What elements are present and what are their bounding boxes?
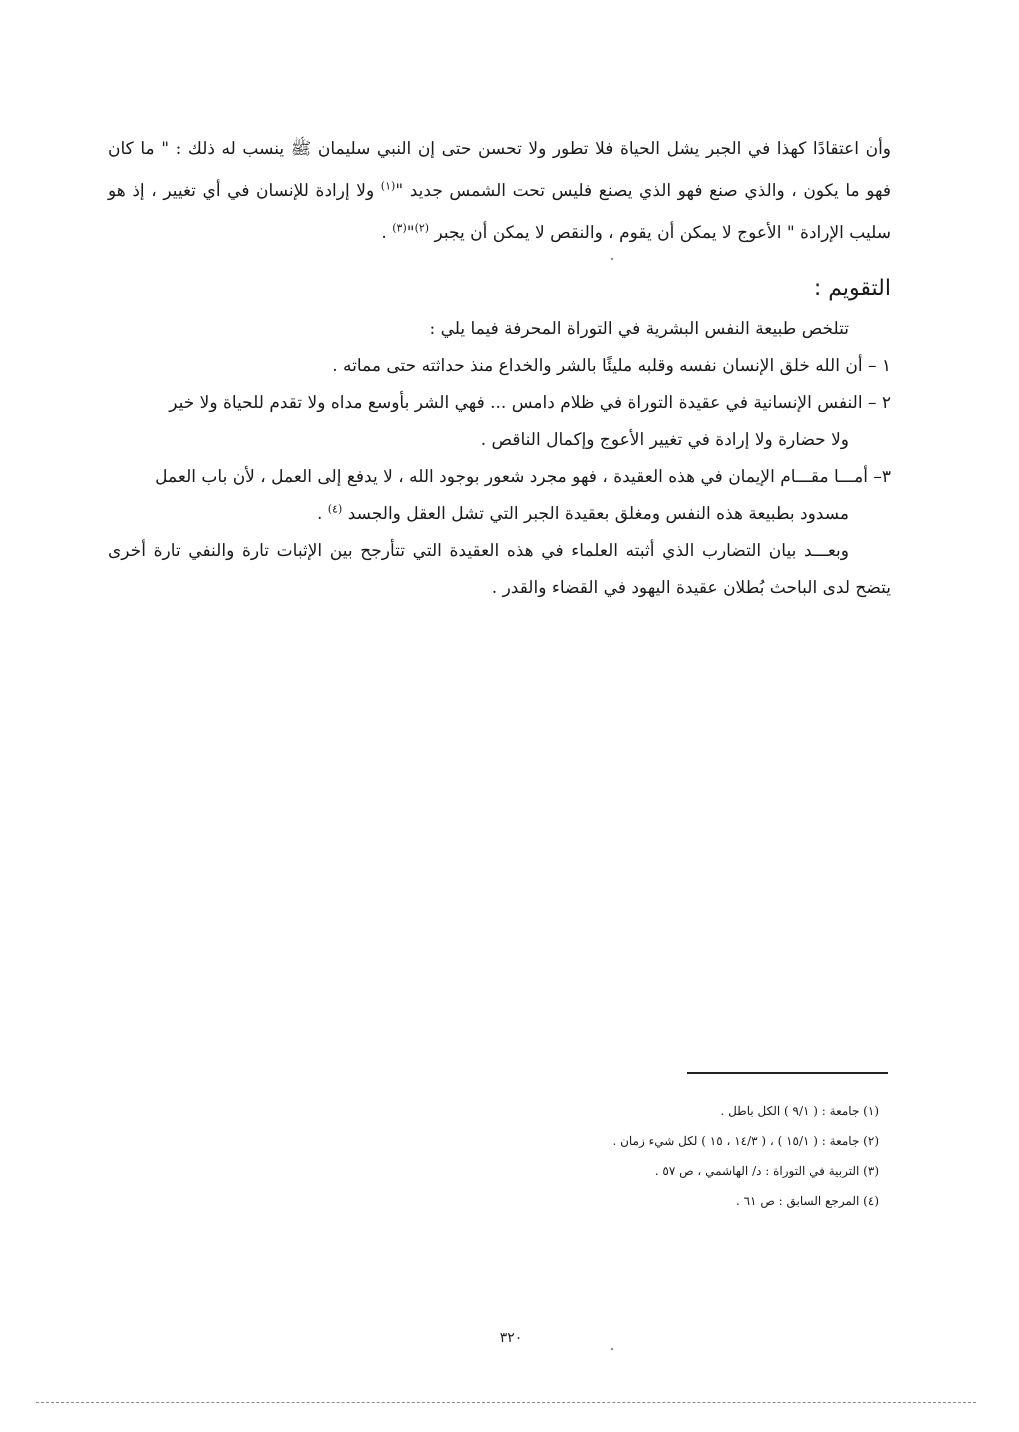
footnote-1: (١) جامعة : ( ٩/١ ) الكل باطل . (720, 1104, 879, 1118)
list-item-1-text: ١ – أن الله خلق الإنسان نفسه وقلبه مليئًا بالشر والخداع منذ حداثته حتى مماته . (332, 356, 891, 376)
footnote-ref-3[interactable]: (٣) (392, 221, 407, 235)
list-item-3-line2-wrap (108, 496, 891, 533)
closing-line2: يتضح لدى الباحث بُطلان عقيدة اليهود في القضاء والقدر . (491, 578, 891, 598)
footnote-ref-1[interactable]: (١) (380, 179, 396, 193)
list-item-3-line1: ٣– أمـــا مقـــام الإيمان في هذه العقيدة ، فهو مجرد شعور بوجود الله ، لا يدفع إلى العمل ، لأن باب العمل (155, 467, 891, 487)
scan-edge-line (36, 1402, 976, 1403)
scan-speck (611, 258, 613, 260)
footnote-2: (٢) جامعة : ( ١٥/١ ) ، ( ١٤/٣ ، ١٥ ) لكل شيء زمان . (612, 1134, 879, 1148)
intro-line1: وأن اعتقادًا كهذا في الجبر يشل الحياة فلا تطور ولا تحسن حتى إن النبي سليمان (317, 139, 891, 159)
footnote-4: (٤) المرجع السابق : ص ٦١ . (735, 1194, 879, 1208)
intro-paragraph (108, 128, 891, 254)
closing-line1: وبعـــد بيان التضارب الذي أثبته العلماء في هذه العقيدة التي تتأرجح بين الإثبات تارة والنفي تارة أخرى (108, 541, 849, 561)
footnote-3: (٣) التربية في التوراة : د/ الهاشمي ، ص ٥٧ . (654, 1164, 879, 1178)
quote-close: " (406, 223, 415, 243)
list-item-3-line2: مسدود بطبيعة هذه النفس ومغلق بعقيدة الجبر التي تشل العقل والجسد (347, 504, 849, 524)
list-item-1 (108, 348, 891, 385)
page-number: ٣٢٠ (499, 1330, 523, 1346)
intro-line1-end: ينسب له ذلك : (175, 139, 285, 159)
closing-paragraph (108, 533, 891, 607)
quote-mid: ولا إرادة للإنسان في أي تغيير ، إذ هو سليب الإرادة " الأعوج لا يمكن أن يقوم ، والنقص لا يمكن أن يجبر (108, 181, 891, 243)
scan-speck (611, 1348, 613, 1350)
list-item-2-line1: ٢ – النفس الإنسانية في عقيدة التوراة في ظلام دامس ... فهي الشر بأوسع مداه ولا تقدم للحياة ولا خير (169, 393, 891, 413)
list-item-2-line2: ولا حضارة ولا إرادة في تغيير الأعوج وإكمال الناقص . (480, 430, 849, 450)
list-item-3 (108, 459, 891, 533)
intro-text (108, 128, 891, 254)
list-item-2 (108, 385, 891, 459)
footnote-ref-4[interactable]: (٤) (327, 502, 343, 516)
section-heading: التقويم : (813, 276, 891, 301)
evaluation-section (108, 311, 891, 607)
honorific-glyph: ﷺ (290, 139, 312, 159)
evaluation-lead: تتلخص طبيعة النفس البشرية في التوراة المحرفة فيما يلي : (429, 319, 849, 339)
list-item-3-end: . (316, 504, 323, 524)
intro-end: . (381, 223, 387, 243)
footnotes (359, 1096, 879, 1216)
footnote-ref-2[interactable]: (٢) (414, 221, 430, 235)
footnote-divider (687, 1072, 888, 1074)
quote-start: " ما كان فهو ما يكون ، والذي صنع فهو الذي يصنع فليس تحت الشمس جديد " (108, 139, 891, 201)
